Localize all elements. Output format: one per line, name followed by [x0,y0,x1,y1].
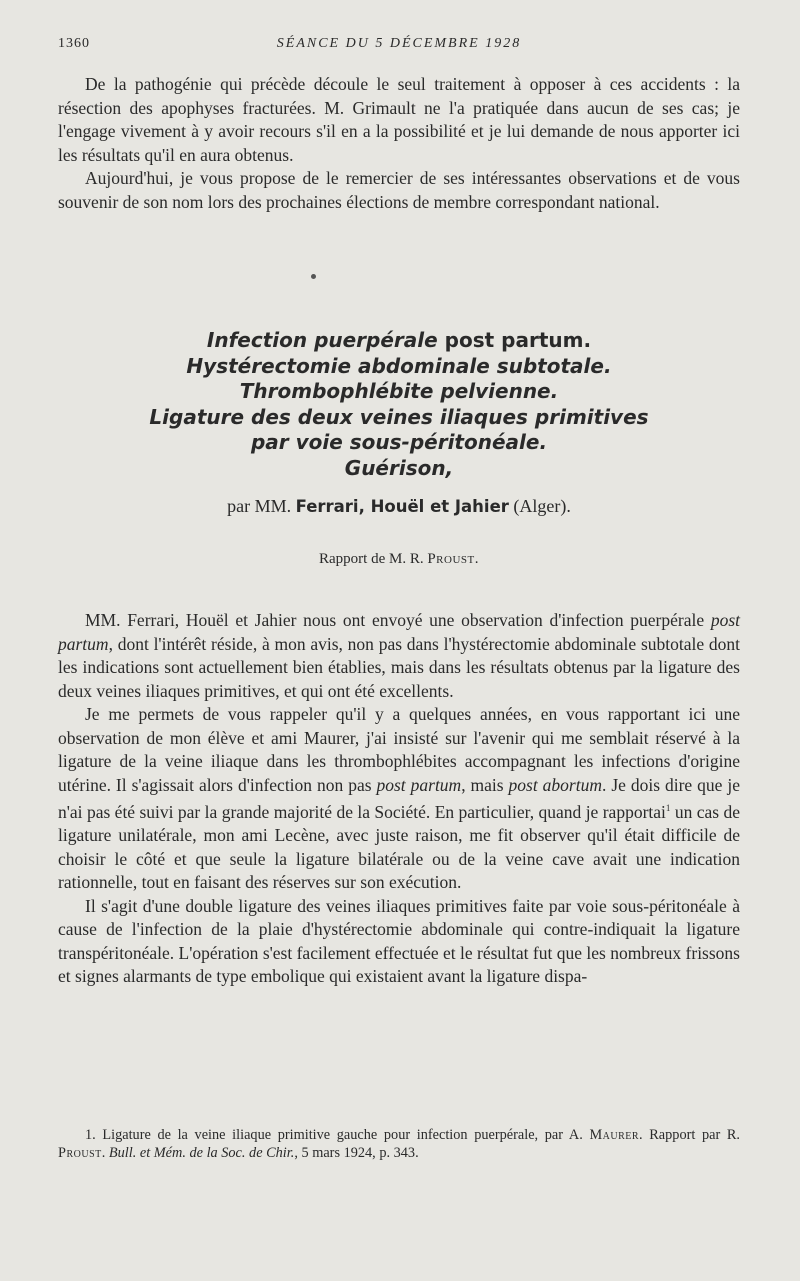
authors-prefix: par MM. [227,496,296,516]
body-p2-text-e: . Je dois dire que je n'ai pas été suivi par la grande majorité de la Société. En particulier, quand je rapportai [58,774,741,822]
body-p1-text-c: , dont l'intérêt réside, à mon avis, non pas dans l'hystérectomie abdominale subtotale dont les indications sont actuellement bien établies, mais dans les résultats obtenus par la ligature des deux veines iliaques primitives, et qui ont été excellents. [58,633,740,701]
footnote-author: Maurer [589,1127,640,1143]
footnote [58,1126,740,1162]
title-line-6-text: Guérison, [344,455,454,480]
footnote-1 [58,1126,740,1162]
body-p2-text-c: , mais [461,774,509,795]
footnote-reporter: Proust [58,1145,102,1161]
footnote-journal: Bull. et Mém. de la Soc. de Chir. [108,1145,295,1161]
title-line-1-italic: Infection puerpérale [206,328,438,352]
authors-names: Ferrari, Houël et Jahier [295,497,509,516]
body-p2-italic-d: post abortum [508,774,602,795]
title-line-2-text: Hystérectomie abdominale subtotale. [186,353,612,378]
body-p2-text-f: un cas de ligature unilatérale, mon ami Lecène, avec juste raison, me fit observer qu'il était difficile de choisir le côté et que seule la ligature bilatérale ou de la veine cave avait une indication rationnelle, tout en faisant des réserves sur son exécution. [58,801,740,893]
article-body [58,609,740,989]
body-p2-text-a: Je me permets de vous rappeler qu'il y a quelques années, en vous rapportant ici une observation de mon élève et ami Maurer, j'ai insisté sur l'avenir qui me semblait réservé à la ligature de la veine iliaque dans les thrombophlébites accompagnant les infections d'origine utérine. Il s'agissait alors d'infection non pas [58,704,740,795]
title-line-2 [58,354,740,380]
body-paragraph-1 [58,609,740,703]
page-header [58,36,740,60]
separator-dot [311,274,316,279]
article-title [58,328,740,481]
body-p1-text-a: MM. Ferrari, Houël et Jahier nous ont envoyé une observation d'infection puerpérale [85,610,711,630]
title-line-5-text: par voie sous-péritonéale. [250,430,548,454]
footnote-text-a: 1. Ligature de la veine iliaque primitive gauche pour infection puerpérale, par A. [85,1127,590,1143]
report-name: Proust. [427,551,479,567]
title-line-1 [58,328,740,354]
title-line-3 [58,379,740,405]
report-prefix: Rapport de M. R. [319,551,428,567]
body-paragraph-2 [58,703,740,895]
title-line-3-text: Thrombophlébite pelvienne. [239,379,559,403]
page-number: 1360 [58,36,90,51]
body-paragraph-3: Il s'agit d'une double ligature des veines iliaques primitives faite par voie sous-péritonéale à cause de l'infection de la plaie d'hystérectomie abdominale qui contre-indiquait la ligature transpéritonéale. L'opération s'est facilement effectuée et le résultat fut que les nombreux frissons et signes alarmants de type embolique qui existaient avant la ligature dispa- [58,895,740,987]
intro-text [58,73,740,214]
running-title: SÉANCE DU 5 DÉCEMBRE 1928 [276,36,522,51]
title-line-6 [58,456,740,482]
title-line-5 [58,430,740,456]
footnote-text-c: . Rapport par R. [639,1127,740,1143]
title-line-4 [58,405,740,431]
report-byline [58,551,740,568]
article-authors [58,496,740,517]
intro-paragraph-2: Aujourd'hui, je vous propose de le remercier de ses intéressantes observations et de vous souvenir de son nom lors des prochaines élections de membre correspondant national. [58,168,740,212]
title-line-4-text: Ligature des deux veines iliaques primitives [149,404,649,429]
footnote-marker: 1 [665,803,671,813]
authors-place: (Alger). [508,496,571,516]
intro-paragraph-1: De la pathogénie qui précède découle le seul traitement à opposer à ces accidents : la résection des apophyses fracturées. M. Grimault ne l'a pratiquée dans aucun de ses cas; je l'engage vivement à y avoir recours s'il en a la possibilité et je lui demande de nous apporter ici les résultats qu'il en aura obtenus. [58,74,740,165]
footnote-text-g: , 5 mars 1924, p. 343. [294,1145,419,1161]
title-line-1-plain: post partum. [437,328,592,352]
body-p2-italic-b: post partum [376,774,462,795]
footnote-text-e: . [101,1145,109,1161]
body-p1-italic: post partum [58,610,740,654]
